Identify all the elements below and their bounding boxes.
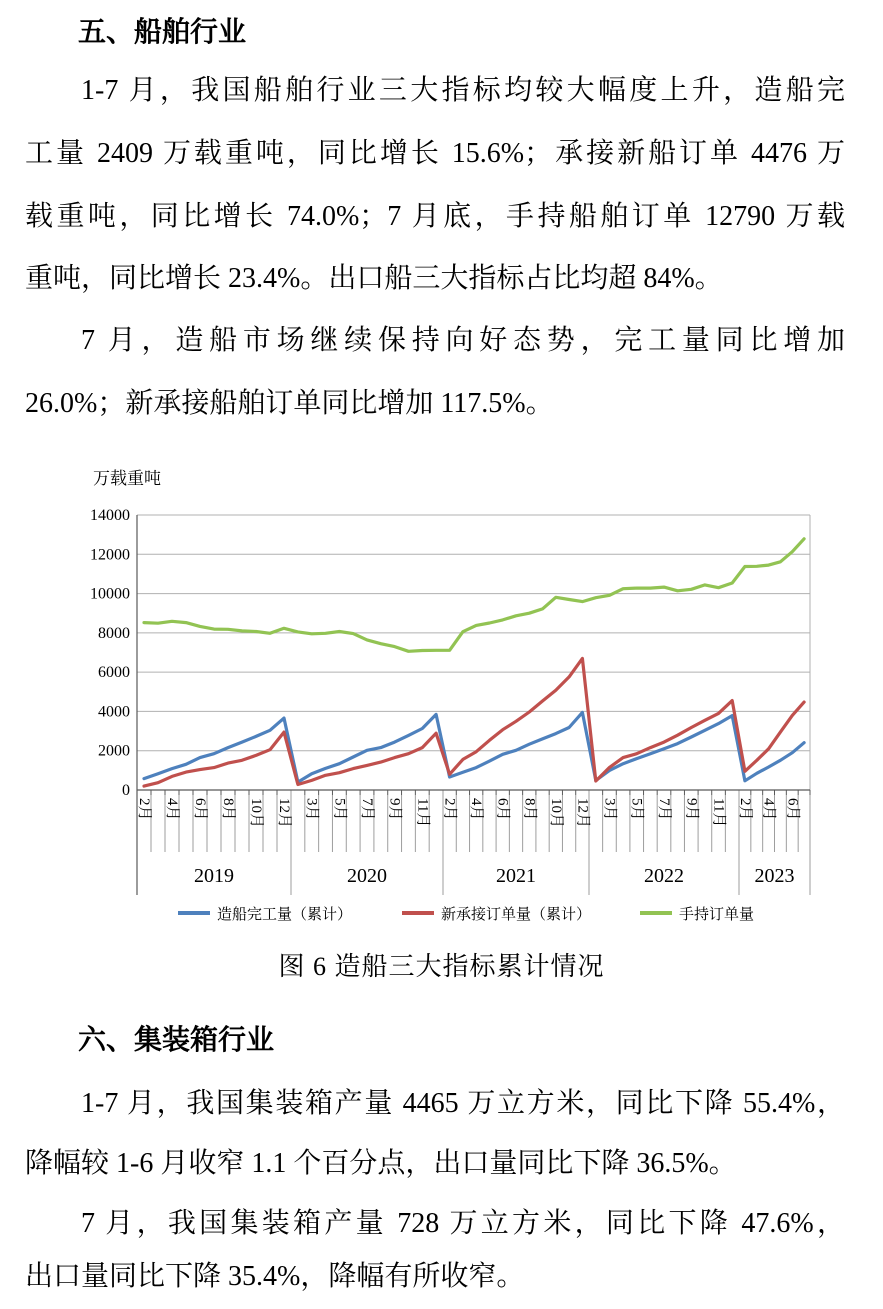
x-axis-year-label: 2020: [347, 865, 387, 887]
section5-para1-line-4: 重吨，同比增长 23.4%。出口船三大指标占比均超 84%。: [25, 263, 723, 294]
y-axis-tick-label: 2000: [98, 742, 130, 760]
section5-para2-line-2: 26.0%；新承接船舶订单同比增加 117.5%。: [25, 388, 554, 419]
x-axis-month-label: 4月: [468, 798, 485, 821]
y-axis-tick-label: 6000: [98, 664, 130, 682]
x-axis-month-label: 6月: [784, 798, 801, 821]
x-axis-month-label: 10月: [248, 798, 264, 829]
section6-para1-line-2: 降幅较 1-6 月收窄 1.1 个百分点，出口量同比下降 36.5%。: [25, 1148, 737, 1179]
legend-label: 手持订单量: [679, 907, 755, 923]
x-axis-month-label: 7月: [656, 798, 672, 821]
x-axis-month-label: 3月: [303, 798, 320, 821]
y-axis-tick-label: 14000: [90, 507, 130, 524]
legend-label: 造船完工量（累计）: [217, 907, 353, 923]
section5-heading: 五、船舶行业: [78, 16, 247, 47]
section5-para1-line-3: 载重吨，同比增长 74.0%；7 月底，手持船舶订单 12790 万载: [25, 201, 845, 232]
section5-para1-line-2: 工量 2409 万载重吨，同比增长 15.6%；承接新船订单 4476 万: [25, 138, 845, 169]
y-axis-tick-label: 0: [122, 782, 130, 799]
legend-label: 新承接订单量（累计）: [441, 907, 592, 923]
x-axis-month-label: 4月: [164, 798, 180, 821]
x-axis-month-label: 3月: [601, 798, 618, 821]
section5-para2-line-1: 7 月，造船市场继续保持向好态势，完工量同比增加: [81, 325, 845, 356]
x-axis-year-label: 2022: [644, 865, 684, 887]
x-axis-month-label: 2月: [736, 798, 753, 821]
chart-caption: 图 6 造船三大指标累计情况: [278, 952, 605, 981]
series-line-造船完工量（累计）: [144, 712, 804, 782]
x-axis-month-label: 6月: [494, 798, 511, 821]
x-axis-month-label: 8月: [220, 798, 236, 821]
x-axis-month-label: 2月: [441, 798, 458, 821]
y-axis-tick-label: 8000: [98, 624, 130, 642]
x-axis-month-label: 4月: [760, 798, 777, 821]
x-axis-month-label: 5月: [628, 798, 645, 821]
x-axis-month-label: 11月: [710, 798, 727, 828]
section5-para1-line-1: 1-7 月，我国船舶行业三大指标均较大幅度上升，造船完: [81, 75, 845, 106]
x-axis-month-label: 11月: [414, 798, 431, 828]
shipbuilding-indicators-line-chart: [40, 458, 860, 928]
x-axis-month-label: 12月: [276, 798, 292, 829]
x-axis-year-label: 2019: [194, 865, 234, 887]
x-axis-year-label: 2023: [754, 865, 795, 887]
series-line-手持订单量: [144, 539, 804, 652]
y-axis-tick-label: 10000: [90, 585, 130, 603]
y-axis-tick-label: 12000: [90, 546, 130, 564]
x-axis-month-label: 9月: [386, 798, 403, 821]
x-axis-month-label: 2月: [136, 798, 152, 821]
section6-para1-line-1: 1-7 月，我国集装箱产量 4465 万立方米，同比下降 55.4%，: [81, 1088, 845, 1119]
x-axis-month-label: 7月: [359, 798, 375, 821]
section6-heading: 六、集装箱行业: [78, 1024, 275, 1055]
x-axis-month-label: 5月: [331, 798, 348, 821]
x-axis-year-label: 2021: [496, 865, 536, 887]
section6-para2-line-1: 7 月，我国集装箱产量 728 万立方米，同比下降 47.6%，: [81, 1208, 845, 1239]
x-axis-month-label: 6月: [192, 798, 208, 821]
x-axis-month-label: 10月: [547, 798, 564, 829]
x-axis-month-label: 12月: [574, 798, 591, 829]
section6-para2-line-2: 出口量同比下降 35.4%，降幅有所收窄。: [25, 1261, 525, 1292]
x-axis-month-label: 9月: [683, 798, 700, 821]
chart-y-unit-label: 万载重吨: [93, 469, 161, 488]
y-axis-tick-label: 4000: [98, 703, 130, 721]
x-axis-month-label: 8月: [521, 798, 538, 821]
